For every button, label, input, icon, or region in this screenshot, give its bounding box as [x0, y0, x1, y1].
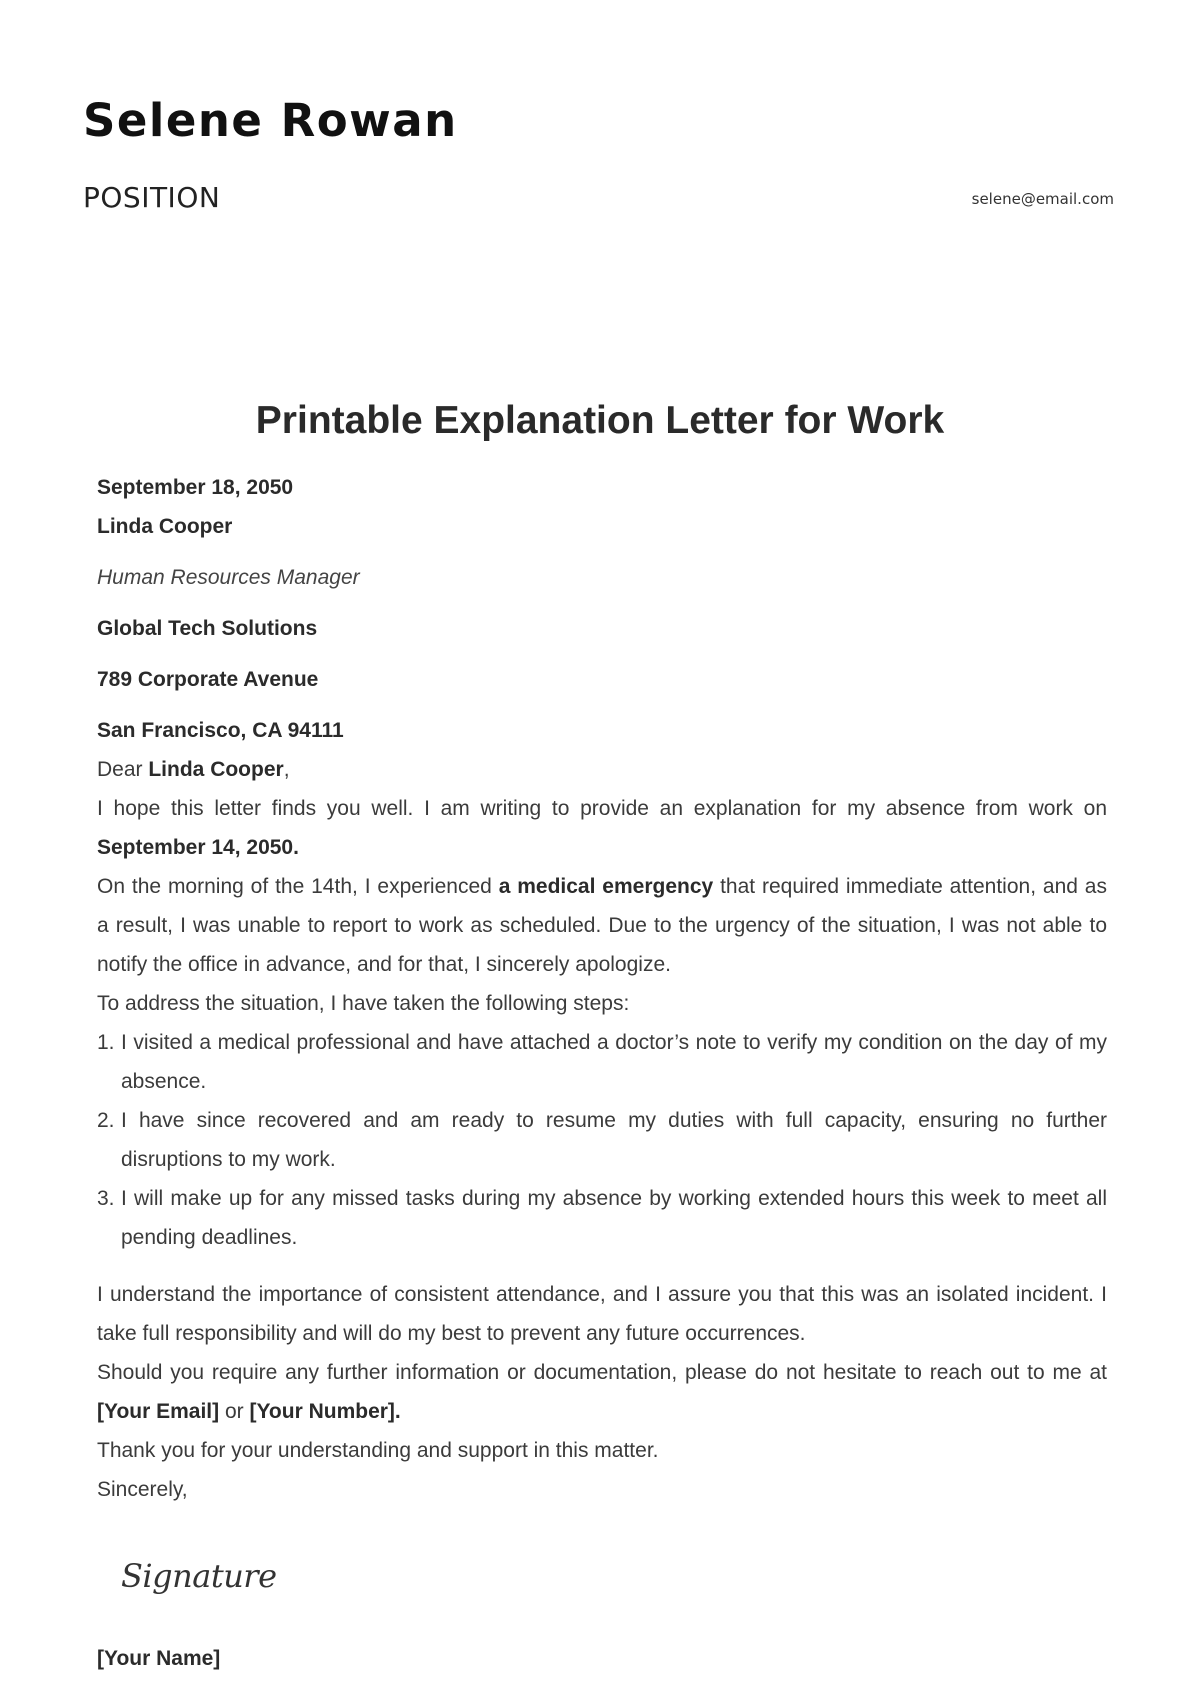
number-placeholder: [Your Number].: [249, 1400, 401, 1423]
recipient-title: Human Resources Manager: [97, 566, 360, 589]
paragraph-contact: [97, 1353, 1107, 1431]
list-number: 1.: [97, 1031, 115, 1054]
paragraph-thanks: Thank you for your understanding and support in this matter.: [97, 1439, 659, 1462]
sender-name: Selene Rowan: [83, 94, 458, 147]
list-number: 2.: [97, 1109, 115, 1132]
list-text: I have since recovered and am ready to resume my duties with full capacity, ensuring no further disruptions to my work.: [121, 1109, 1107, 1171]
list-item: [97, 1179, 1107, 1257]
contact-text-pre: Should you require any further information or documentation, please do not hesitate to reach out to me at: [97, 1361, 1107, 1384]
salutation-prefix: Dear: [97, 758, 149, 781]
document-title: Printable Explanation Letter for Work: [255, 399, 945, 442]
list-text: I visited a medical professional and have attached a doctor’s note to verify my condition on the day of my absence.: [121, 1031, 1107, 1093]
recipient-street: 789 Corporate Avenue: [97, 668, 319, 691]
emergency-text-pre: On the morning of the 14th, I experienced: [97, 875, 499, 898]
sender-position: POSITION: [83, 181, 221, 214]
signature-script: Signature: [121, 1557, 277, 1595]
list-item: [97, 1023, 1107, 1101]
salutation-name: Linda Cooper: [148, 758, 284, 781]
paragraph-steps-intro: To address the situation, I have taken the following steps:: [97, 992, 630, 1015]
sender-email: selene@email.com: [971, 190, 1114, 208]
letter-body: [97, 468, 1107, 1678]
list-text: I will make up for any missed tasks during my absence by working extended hours this week to meet all pending deadlines.: [121, 1187, 1107, 1249]
emergency-text-post: that required immediate attention, and as a result, I was unable to report to work as scheduled. Due to the urgency of the situation, I was not able to notify the office in advance, and for that, I sincerely apologize.: [97, 875, 1107, 976]
paragraph-responsibility: I understand the importance of consistent attendance, and I assure you that this was an isolated incident. I take full responsibility and will do my best to prevent any future occurrences.: [97, 1283, 1107, 1345]
recipient-company: Global Tech Solutions: [97, 617, 318, 640]
absence-date: September 14, 2050.: [97, 836, 299, 859]
intro-text: I hope this letter finds you well. I am writing to provide an explanation for my absence from work on: [97, 797, 1107, 820]
paragraph-intro: [97, 789, 1107, 867]
signer-name: [Your Name]: [97, 1647, 221, 1670]
recipient-city: San Francisco, CA 94111: [97, 719, 344, 742]
salutation: [97, 750, 1107, 789]
list-item: [97, 1101, 1107, 1179]
letter-date: September 18, 2050: [97, 476, 294, 499]
list-number: 3.: [97, 1187, 115, 1210]
salutation-suffix: ,: [283, 758, 290, 781]
recipient-name: Linda Cooper: [97, 515, 233, 538]
email-placeholder: [Your Email]: [97, 1400, 220, 1423]
contact-text-mid: or: [219, 1400, 250, 1423]
steps-list: [97, 1023, 1107, 1257]
paragraph-emergency: [97, 867, 1107, 984]
emergency-highlight: a medical emergency: [498, 875, 714, 898]
closing: Sincerely,: [97, 1478, 188, 1501]
